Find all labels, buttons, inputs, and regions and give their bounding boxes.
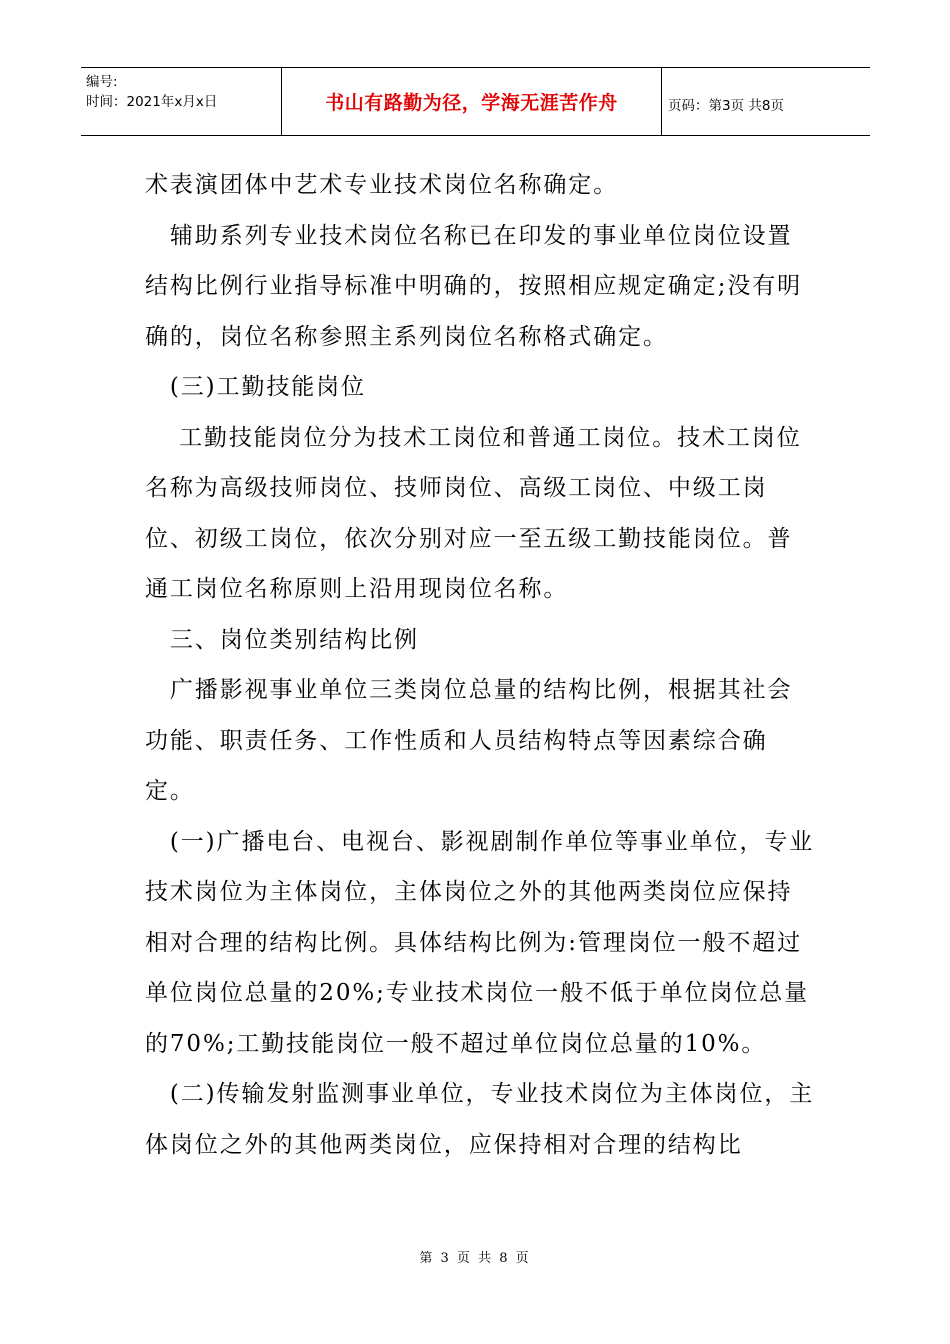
section-heading: 三、岗位类别结构比例 [145,626,419,653]
header-motto: 书山有路勤为径，学海无涯苦作舟 [281,68,662,135]
page-footer: 第 3 页 共 8 页 [419,1251,531,1266]
section-heading: (三)工勤技能岗位 [145,374,366,400]
paragraph: (二)传输发射监测事业单位，专业技术岗位为主体岗位，主体岗位之外的其他两类岗位，应保持相对合理的结构比 [145,1081,815,1158]
paragraph: 广播影视事业单位三类岗位总量的结构比例，根据其社会功能、职责任务、工作性质和人员结构特点等因素综合确定。 [145,677,793,804]
paragraph: 术表演团体中艺术专业技术岗位名称确定。 [145,172,619,198]
header-page-info: 页码：第3页 共8页 [668,97,784,114]
paragraph: (一)广播电台、电视台、影视剧制作单位等事业单位，专业技术岗位为主体岗位，主体岗位之外的其他两类岗位应保持相对合理的结构比例。具体结构比例为:管理岗位一般不超过单位岗位总量的20%;专业技术岗位一般不低于单位岗位总量的70%;工勤技能岗位一般不超过单位岗位总量的10%。 [145,828,815,1057]
document-number-label: 编号: [86,74,118,90]
header-meta [81,68,281,135]
document-time-label: 时间：2021年x月x日 [86,94,218,110]
document-header [81,67,870,136]
document-body [145,160,815,1170]
paragraph: 工勤技能岗位分为技术工岗位和普通工岗位。技术工岗位名称为高级技师岗位、技师岗位、高级工岗位、中级工岗位、初级工岗位，依次分别对应一至五级工勤技能岗位。普通工岗位名称原则上沿用现岗位名称。 [145,424,802,602]
paragraph: 辅助系列专业技术岗位名称已在印发的事业单位岗位设置结构比例行业指导标准中明确的，按照相应规定确定;没有明确的，岗位名称参照主系列岗位名称格式确定。 [145,222,803,350]
